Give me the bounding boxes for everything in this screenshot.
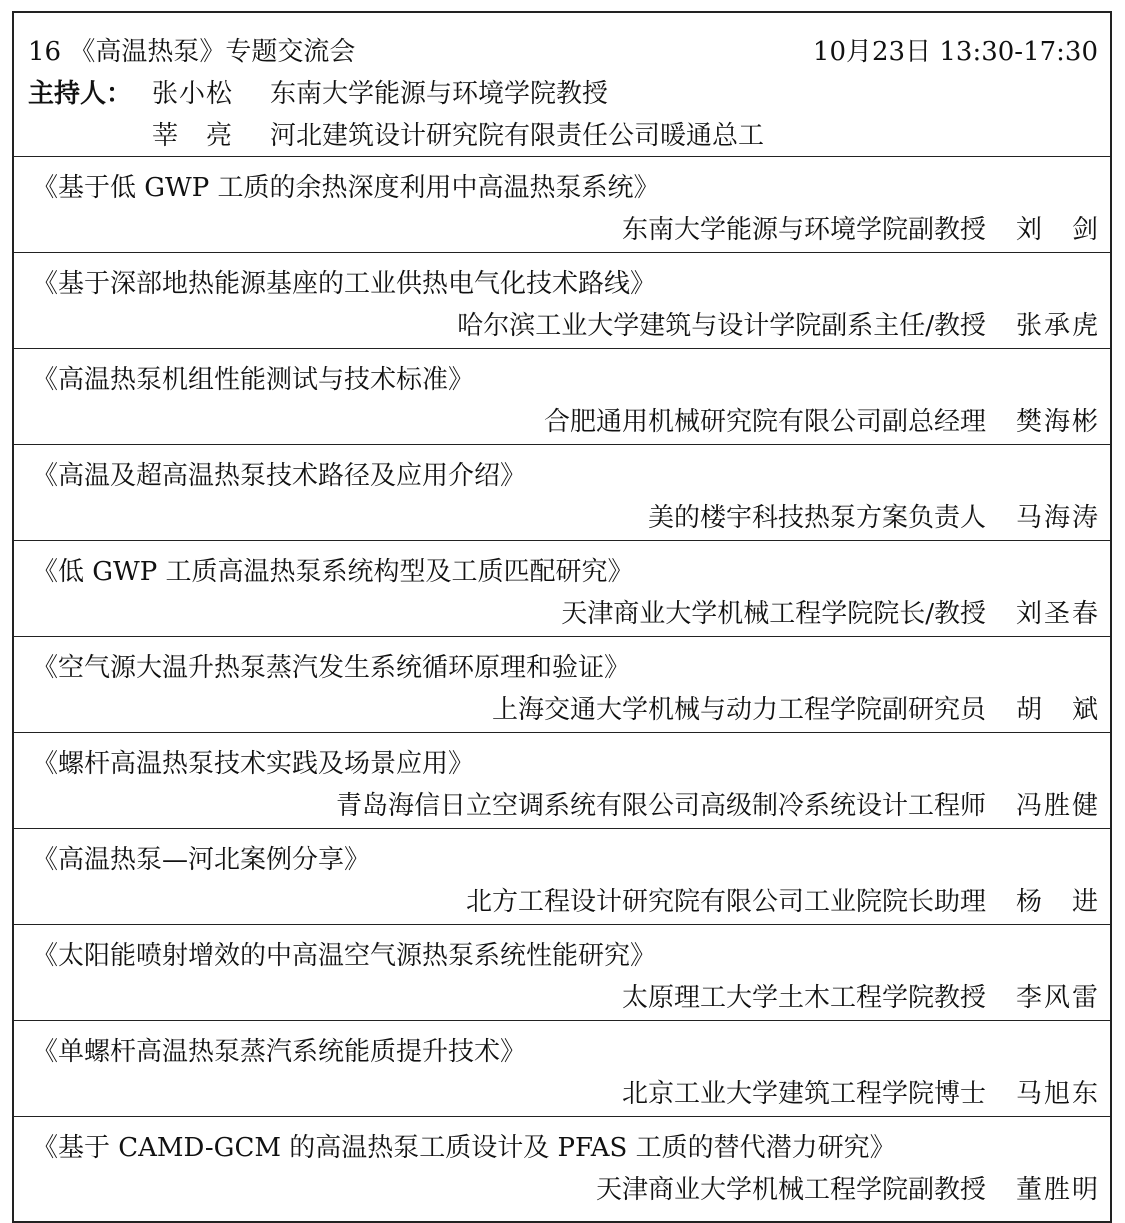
talk-row (14, 253, 1110, 349)
speaker-affiliation: 哈尔滨工业大学建筑与设计学院副系主任/教授 (457, 311, 986, 341)
talk-title: 《高温及超高温热泵技术路径及应用介绍》 (32, 461, 527, 491)
talk-row (14, 1117, 1110, 1221)
talk-speaker (466, 885, 1098, 919)
talk-speaker (336, 789, 1098, 823)
speaker-affiliation: 合肥通用机械研究院有限公司副总经理 (543, 407, 986, 437)
talk-title: 《螺杆高温热泵技术实践及场景应用》 (32, 749, 475, 779)
speaker-affiliation: 北方工程设计研究院有限公司工业院院长助理 (465, 887, 986, 917)
talk-title: 《低 GWP 工质高温热泵系统构型及工质匹配研究》 (32, 557, 634, 587)
talk-row (14, 541, 1110, 637)
host-title: 河北建筑设计研究院有限责任公司暖通总工 (270, 121, 765, 151)
talk-speaker (492, 693, 1098, 727)
talk-row (14, 829, 1110, 925)
host-label: 主持人： (28, 79, 133, 109)
talk-row (14, 733, 1110, 829)
talk-speaker (648, 501, 1098, 535)
host-title: 东南大学能源与环境学院教授 (270, 79, 609, 109)
talk-row (14, 637, 1110, 733)
speaker-affiliation: 东南大学能源与环境学院副教授 (621, 215, 986, 245)
talk-row (14, 1021, 1110, 1117)
talk-speaker (622, 213, 1098, 247)
speaker-name: 胡 斌 (1016, 695, 1098, 725)
speaker-name: 董胜明 (1016, 1175, 1098, 1205)
talk-title: 《太阳能喷射增效的中高温空气源热泵系统性能研究》 (32, 941, 657, 971)
talk-speaker (457, 309, 1098, 343)
talk-title: 《基于深部地热能源基座的工业供热电气化技术路线》 (32, 269, 657, 299)
talk-title: 《基于 CAMD-GCM 的高温热泵工质设计及 PFAS 工质的替代潜力研究》 (32, 1133, 896, 1163)
talk-speaker (622, 1077, 1098, 1111)
speaker-name: 马海涛 (1016, 503, 1098, 533)
talk-row (14, 445, 1110, 541)
talk-row (14, 157, 1110, 253)
speaker-affiliation: 天津商业大学机械工程学院副教授 (595, 1175, 986, 1205)
speaker-name: 樊海彬 (1016, 407, 1098, 437)
speaker-name: 冯胜健 (1016, 791, 1098, 821)
session-header (14, 13, 1110, 157)
talk-title: 《单螺杆高温热泵蒸汽系统能质提升技术》 (32, 1037, 527, 1067)
speaker-affiliation: 天津商业大学机械工程学院院长/教授 (561, 599, 986, 629)
talk-speaker (561, 597, 1098, 631)
speaker-affiliation: 太原理工大学土木工程学院教授 (621, 983, 986, 1013)
speaker-name: 杨 进 (1016, 887, 1098, 917)
talk-row (14, 925, 1110, 1021)
speaker-affiliation: 美的楼宇科技热泵方案负责人 (647, 503, 986, 533)
speaker-name: 刘 剑 (1016, 215, 1098, 245)
talk-title: 《高温热泵机组性能测试与技术标准》 (32, 365, 475, 395)
talk-speaker (596, 1173, 1098, 1207)
speaker-name: 李风雷 (1016, 983, 1098, 1013)
speaker-name: 张承虎 (1016, 311, 1098, 341)
talk-row (14, 349, 1110, 445)
session-title: 16 《高温热泵》专题交流会 (28, 37, 356, 67)
host-name: 张小松 (152, 79, 234, 109)
talk-speaker (622, 981, 1098, 1015)
program-table (12, 11, 1112, 1223)
talk-title: 《空气源大温升热泵蒸汽发生系统循环原理和验证》 (32, 653, 631, 683)
talk-speaker (544, 405, 1098, 439)
speaker-affiliation: 青岛海信日立空调系统有限公司高级制冷系统设计工程师 (335, 791, 986, 821)
speaker-name: 刘圣春 (1016, 599, 1098, 629)
host-name: 莘 亮 (152, 121, 234, 151)
talk-title: 《高温热泵—河北案例分享》 (32, 845, 371, 875)
session-time: 10月23日 13:30-17:30 (812, 37, 1098, 67)
speaker-affiliation: 北京工业大学建筑工程学院博士 (621, 1079, 986, 1109)
talk-title: 《基于低 GWP 工质的余热深度利用中高温热泵系统》 (32, 173, 660, 203)
speaker-affiliation: 上海交通大学机械与动力工程学院副研究员 (491, 695, 986, 725)
speaker-name: 马旭东 (1016, 1079, 1098, 1109)
